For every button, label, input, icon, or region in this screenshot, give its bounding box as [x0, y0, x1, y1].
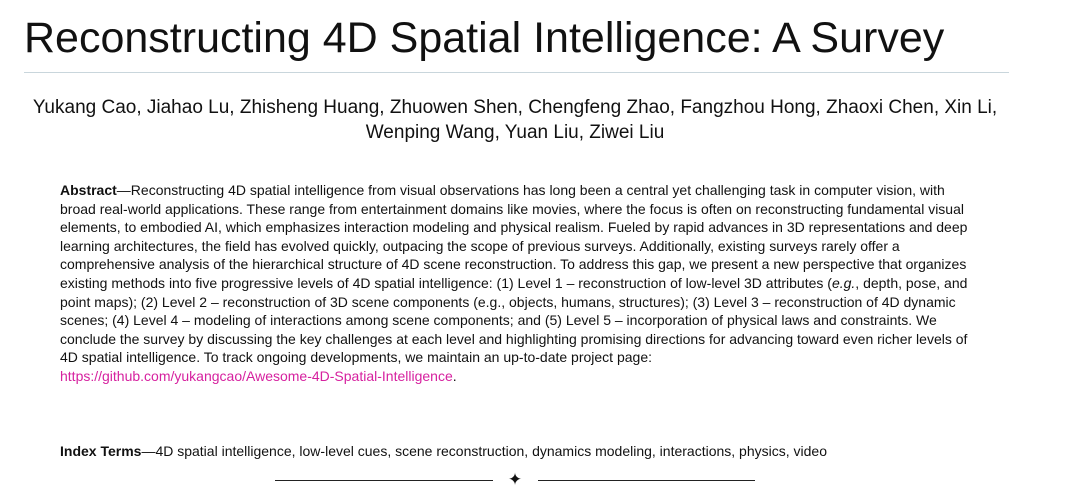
abstract-eg: e.g.: [831, 274, 856, 291]
separator-left-line: [275, 480, 493, 481]
abstract-text-2: , depth, pose, and point maps); (2) Level 2 – reconstruction of 3D scene components (e.g., objects, humans, structures); (3) Level 3 – reconstruction of 4D dynamic scenes; (4) Level 4 – modeling of interactions among scene components; and (5) Level 5 – incorporation of physical laws and constraints. We conclude the survey by discussing the key challenges at each level and highlighting promising directions for advancing toward even richer levels of 4D spatial intelligence. To track ongoing developments, we maintain an up-to-date project page:: [60, 274, 968, 366]
paper-title: Reconstructing 4D Spatial Intelligence: A Survey: [24, 14, 945, 62]
abstract-label: Abstract: [60, 182, 117, 198]
abstract-end: .: [452, 367, 457, 384]
index-terms: [60, 442, 827, 460]
separator-diamond-icon: ✦: [507, 470, 523, 489]
separator-right-line: [538, 480, 755, 481]
project-page-link[interactable]: https://github.com/yukangcao/Awesome-4D-Spatial-Intelligence: [60, 367, 453, 384]
index-terms-label: Index Terms: [60, 443, 142, 459]
author-list: Yukang Cao, Jiahao Lu, Zhisheng Huang, Zhuowen Shen, Chengfeng Zhao, Fangzhou Hong, Zhaoxi Chen, Xin Li, Wenping Wang, Yuan Liu, Ziwei Liu: [32, 97, 998, 143]
abstract-paragraph: [60, 181, 970, 386]
title-rule: [24, 72, 1009, 73]
index-terms-text: —4D spatial intelligence, low-level cues, scene reconstruction, dynamics modeling, interactions, physics, video: [141, 443, 827, 459]
abstract-text-1: —Reconstructing 4D spatial intelligence from visual observations has long been a central yet challenging task in computer vision, with broad real-world applications. These range from entertainment domains like movies, where the focus is often on reconstructing fundamental visual elements, to embodied AI, which emphasizes interaction modeling and physical realism. Fueled by rapid advances in 3D representations and deep learning architectures, the field has evolved quickly, outpacing the scope of previous surveys. Additionally, existing surveys rarely offer a comprehensive analysis of the hierarchical structure of 4D scene reconstruction. To address this gap, we present a new perspective that organizes existing methods into five progressive levels of 4D spatial intelligence: (1) Level 1 – reconstruction of low-level 3D attributes (: [60, 182, 968, 291]
